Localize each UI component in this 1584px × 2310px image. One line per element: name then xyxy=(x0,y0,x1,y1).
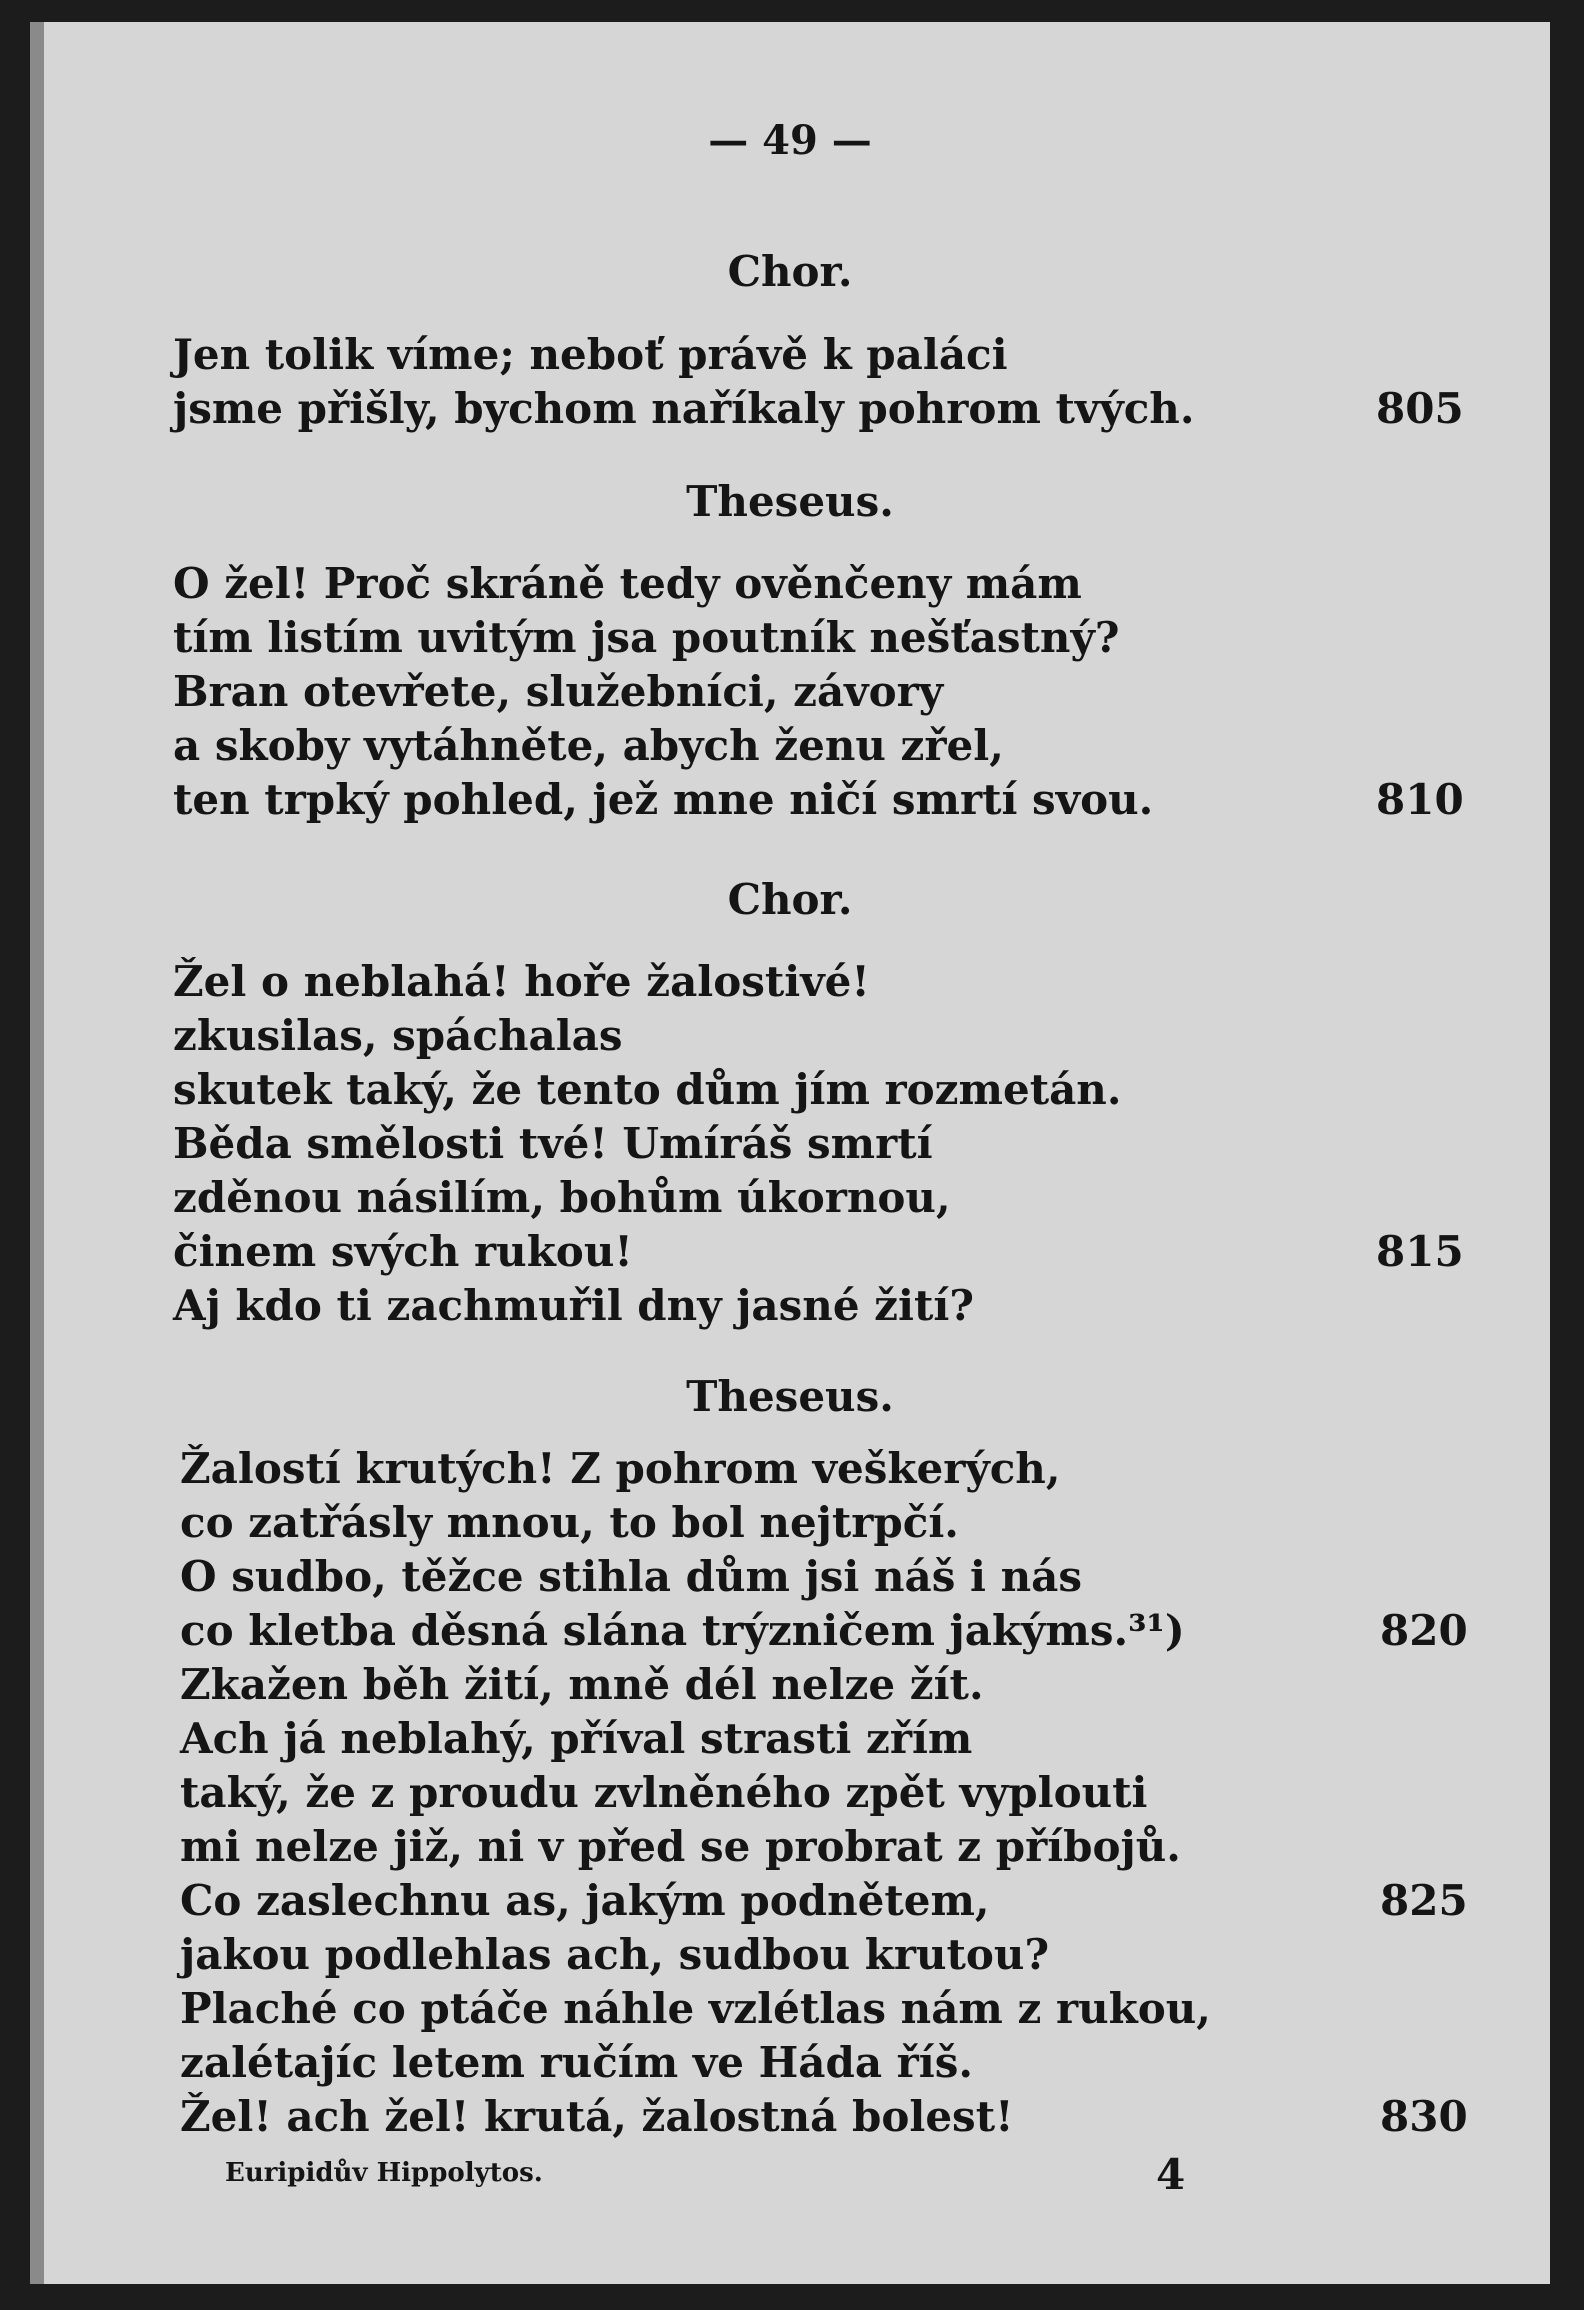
verse-line: zděnou násilím, bohům úkornou, xyxy=(173,1173,951,1222)
verse-line: Bran otevřete, služebníci, závory xyxy=(173,667,944,716)
verse-line: skutek taký, že tento dům jím rozmetán. xyxy=(173,1065,1122,1114)
verse-line: zkusilas, spáchalas xyxy=(173,1011,623,1060)
verse-line: jsme přišly, bychom naříkaly pohrom tvých. xyxy=(173,384,1195,433)
signature-mark: 4 xyxy=(1156,2150,1186,2199)
line-number: 805 xyxy=(1376,384,1464,433)
line-number: 825 xyxy=(1380,1876,1468,1925)
line-number: 815 xyxy=(1376,1227,1464,1276)
speaker-heading: Theseus. xyxy=(686,477,894,526)
verse-line: Žel o neblahá! hoře žalostivé! xyxy=(173,957,870,1006)
verse-line: Ach já neblahý, příval strasti zřím xyxy=(180,1714,973,1763)
verse-line: tím listím uvitým jsa poutník nešťastný? xyxy=(173,613,1120,662)
line-number: 820 xyxy=(1380,1606,1468,1655)
verse-line: mi nelze již, ni v před se probrat z příbojů. xyxy=(180,1822,1181,1871)
verse-line: co kletba děsná slána trýzničem jakýms.³¹) xyxy=(180,1606,1185,1655)
verse-line: Aj kdo ti zachmuřil dny jasné žití? xyxy=(173,1281,974,1330)
verse-line: Co zaslechnu as, jakým podnětem, xyxy=(180,1876,990,1925)
page-edge xyxy=(30,22,44,2284)
verse-line: Zkažen běh žití, mně dél nelze žít. xyxy=(180,1660,984,1709)
book-page xyxy=(30,22,1550,2284)
line-number: 830 xyxy=(1380,2092,1468,2141)
line-number: 810 xyxy=(1376,775,1464,824)
verse-line: ten trpký pohled, jež mne ničí smrtí svou. xyxy=(173,775,1154,824)
verse-line: O sudbo, těžce stihla dům jsi náš i nás xyxy=(180,1552,1082,1601)
speaker-heading: Chor. xyxy=(727,247,853,296)
footer-title: Euripidův Hippolytos. xyxy=(225,2158,543,2188)
page-number: — 49 — xyxy=(708,117,872,164)
verse-line: Jen tolik víme; neboť právě k paláci xyxy=(173,330,1008,379)
verse-line: O žel! Proč skráně tedy ověnčeny mám xyxy=(173,559,1082,608)
verse-line: co zatřásly mnou, to bol nejtrpčí. xyxy=(180,1498,959,1547)
speaker-heading: Theseus. xyxy=(686,1372,894,1421)
verse-line: a skoby vytáhněte, abych ženu zřel, xyxy=(173,721,1004,770)
verse-line: Plaché co ptáče náhle vzlétlas nám z rukou, xyxy=(180,1984,1211,2033)
verse-line: Běda smělosti tvé! Umíráš smrtí xyxy=(173,1119,933,1168)
verse-line: Žalostí krutých! Z pohrom veškerých, xyxy=(180,1444,1061,1493)
verse-line: jakou podlehlas ach, sudbou krutou? xyxy=(180,1930,1050,1979)
verse-line: zalétajíc letem ručím ve Háda říš. xyxy=(180,2038,974,2087)
verse-line: činem svých rukou! xyxy=(173,1227,633,1276)
verse-line: taký, že z proudu zvlněného zpět vyplouti xyxy=(180,1768,1148,1817)
verse-line: Žel! ach žel! krutá, žalostná bolest! xyxy=(180,2092,1014,2141)
speaker-heading: Chor. xyxy=(727,875,853,924)
